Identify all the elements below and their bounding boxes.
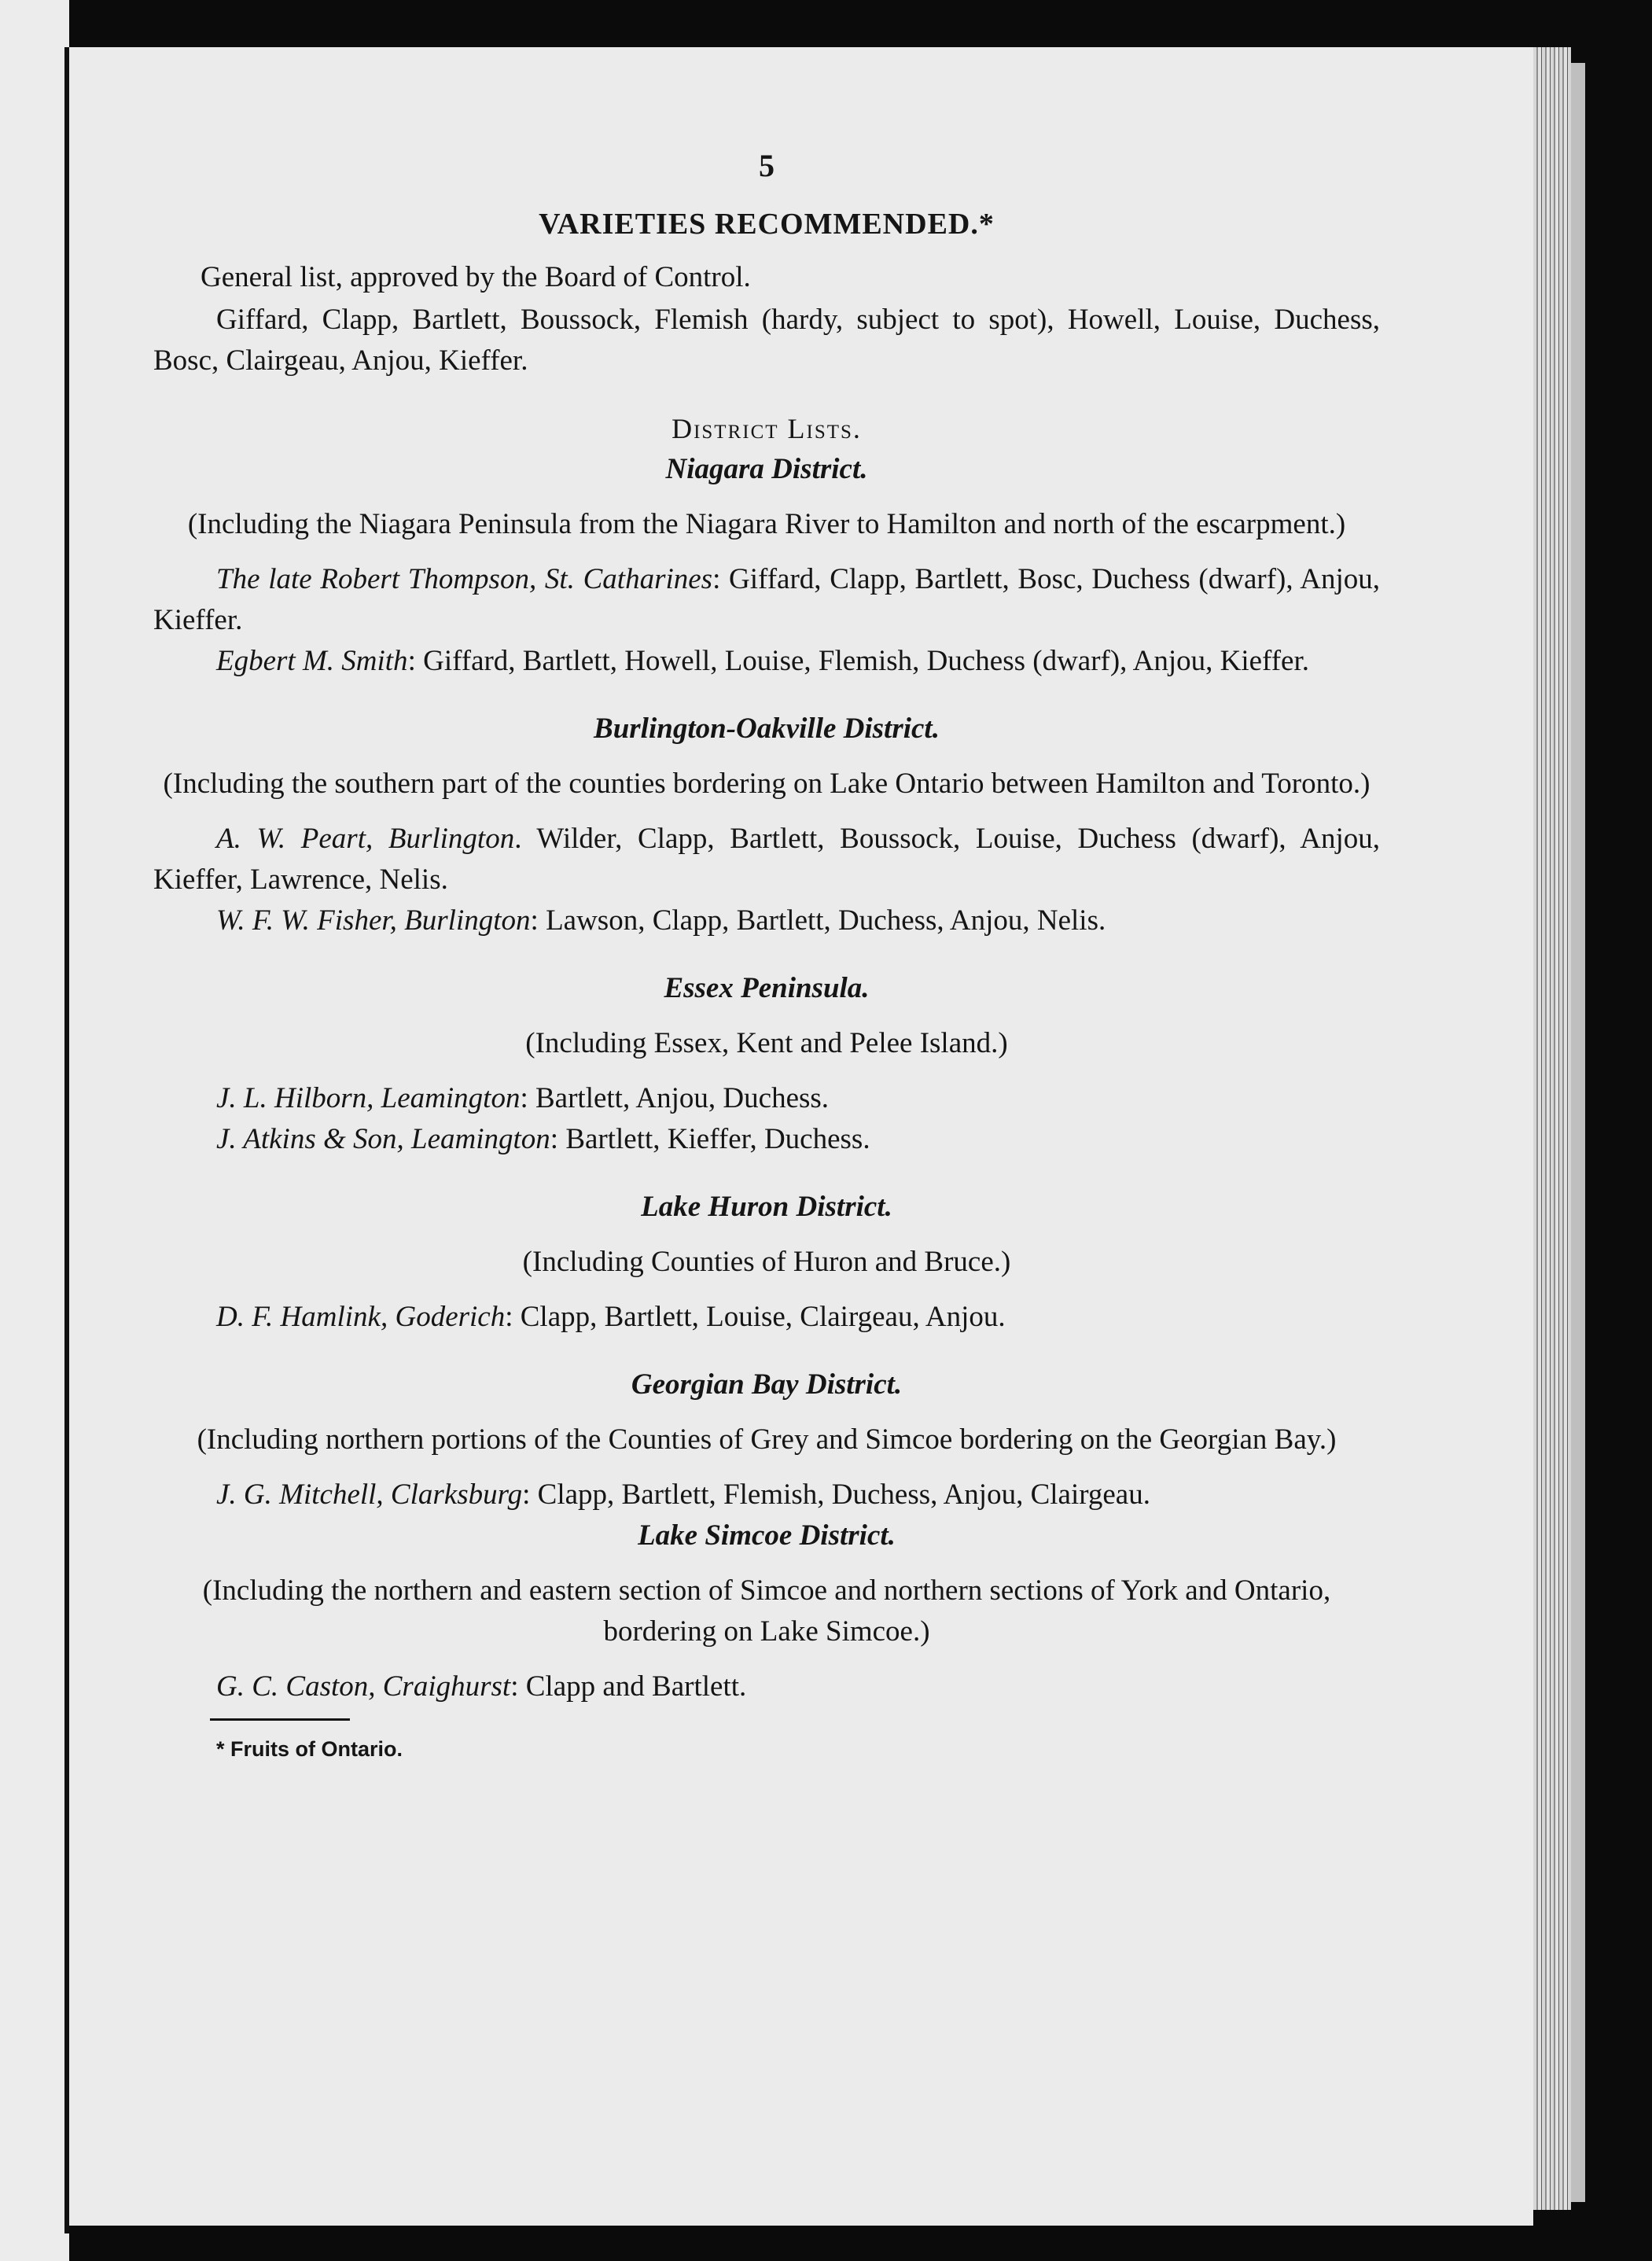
grower-name: J. L. Hilborn, Leamington <box>216 1082 521 1114</box>
district-scope: (Including the northern and eastern section of Simcoe and northern sections of York and Ontario, bordering on Lake Simcoe.) <box>202 1574 1331 1648</box>
variety-list: Clapp and Bartlett. <box>518 1670 747 1703</box>
grower-name: Egbert M. Smith <box>216 645 408 677</box>
recommendation-entry <box>153 1475 1380 1515</box>
grower-name: A. W. Peart, Burlington <box>216 823 515 855</box>
variety-list: Clapp, Bartlett, Louise, Clairgeau, Anjou. <box>513 1301 1006 1333</box>
recommendation-entry <box>153 1078 1380 1119</box>
recommendation-entry <box>153 819 1380 900</box>
entry-separator: : <box>407 645 416 677</box>
variety-list: Lawson, Clapp, Bartlett, Duchess, Anjou, Nelis. <box>538 904 1106 937</box>
district-name: Burlington-Oakville District. <box>594 713 940 745</box>
entry-separator: : <box>530 904 539 937</box>
district-scope: (Including Counties of Huron and Bruce.) <box>522 1246 1011 1278</box>
entry-separator: : <box>522 1478 531 1511</box>
grower-name: J. Atkins & Son, Leamington <box>216 1123 550 1155</box>
grower-name: D. F. Hamlink, Goderich <box>216 1301 506 1333</box>
district-lists-heading: District Lists. <box>671 413 862 444</box>
entry-separator: . <box>514 823 522 855</box>
recommendation-entry <box>153 641 1380 682</box>
page-fore-edge <box>1533 47 1571 2210</box>
entry-separator: : <box>520 1082 528 1114</box>
variety-list: Clapp, Bartlett, Flemish, Duchess, Anjou, Clairgeau. <box>530 1478 1150 1511</box>
footnote-rule <box>210 1718 350 1721</box>
district-scope: (Including the southern part of the counties bordering on Lake Ontario between Hamilton and Toronto.) <box>163 768 1371 800</box>
variety-list: Wilder, Clapp, Bartlett, Boussock, Louise, Duchess (dwarf), Anjou, Kieffer, Lawrence, Nelis. <box>153 823 1380 896</box>
district-name: Lake Simcoe District. <box>638 1519 896 1552</box>
variety-list: Giffard, Bartlett, Howell, Louise, Flemish, Duchess (dwarf), Anjou, Kieffer. <box>415 645 1309 677</box>
recommendation-entry <box>153 1119 1380 1160</box>
recommendation-entry <box>153 1666 1380 1707</box>
variety-list: Bartlett, Kieffer, Duchess. <box>558 1123 870 1155</box>
page-number: 5 <box>759 148 774 183</box>
recommendation-entry <box>153 559 1380 641</box>
general-list: Giffard, Clapp, Bartlett, Boussock, Flemish (hardy, subject to spot), Howell, Louise, Duchess, Bosc, Clairgeau, Anjou, Kieffer. <box>153 304 1380 377</box>
page-title: VARIETIES RECOMMENDED.* <box>539 208 995 241</box>
district-scope: (Including Essex, Kent and Pelee Island.) <box>525 1027 1008 1059</box>
district-name: Lake Huron District. <box>641 1191 892 1223</box>
general-intro: General list, approved by the Board of Control. <box>201 261 751 293</box>
page-fore-edge-shadow <box>1571 63 1585 2202</box>
variety-list: Bartlett, Anjou, Duchess. <box>528 1082 830 1114</box>
district-name: Georgian Bay District. <box>631 1368 903 1401</box>
footnote: * Fruits of Ontario. <box>216 1737 403 1761</box>
district-name: Niagara District. <box>665 453 868 485</box>
recommendation-entry <box>153 900 1380 941</box>
entry-separator: : <box>550 1123 559 1155</box>
grower-name: W. F. W. Fisher, Burlington <box>216 904 531 937</box>
entry-separator: : <box>712 563 721 595</box>
grower-name: G. C. Caston, Craighurst <box>216 1670 511 1703</box>
variety-list: Giffard, Clapp, Bartlett, Bosc, Duchess (dwarf), Anjou, Kieffer. <box>153 563 1381 636</box>
grower-name: J. G. Mitchell, Clarksburg <box>216 1478 523 1511</box>
page-content <box>153 145 1380 1769</box>
district-scope: (Including the Niagara Peninsula from the Niagara River to Hamilton and north of the escarpment.) <box>187 508 1346 540</box>
entry-separator: : <box>510 1670 519 1703</box>
left-page-edge <box>0 0 69 2261</box>
grower-name: The late Robert Thompson, St. Catharines <box>216 563 713 595</box>
recommendation-entry <box>153 1297 1380 1338</box>
district-name: Essex Peninsula. <box>664 972 870 1004</box>
district-scope: (Including northern portions of the Counties of Grey and Simcoe bordering on the Georgian Bay.) <box>197 1423 1337 1456</box>
entry-separator: : <box>505 1301 513 1333</box>
